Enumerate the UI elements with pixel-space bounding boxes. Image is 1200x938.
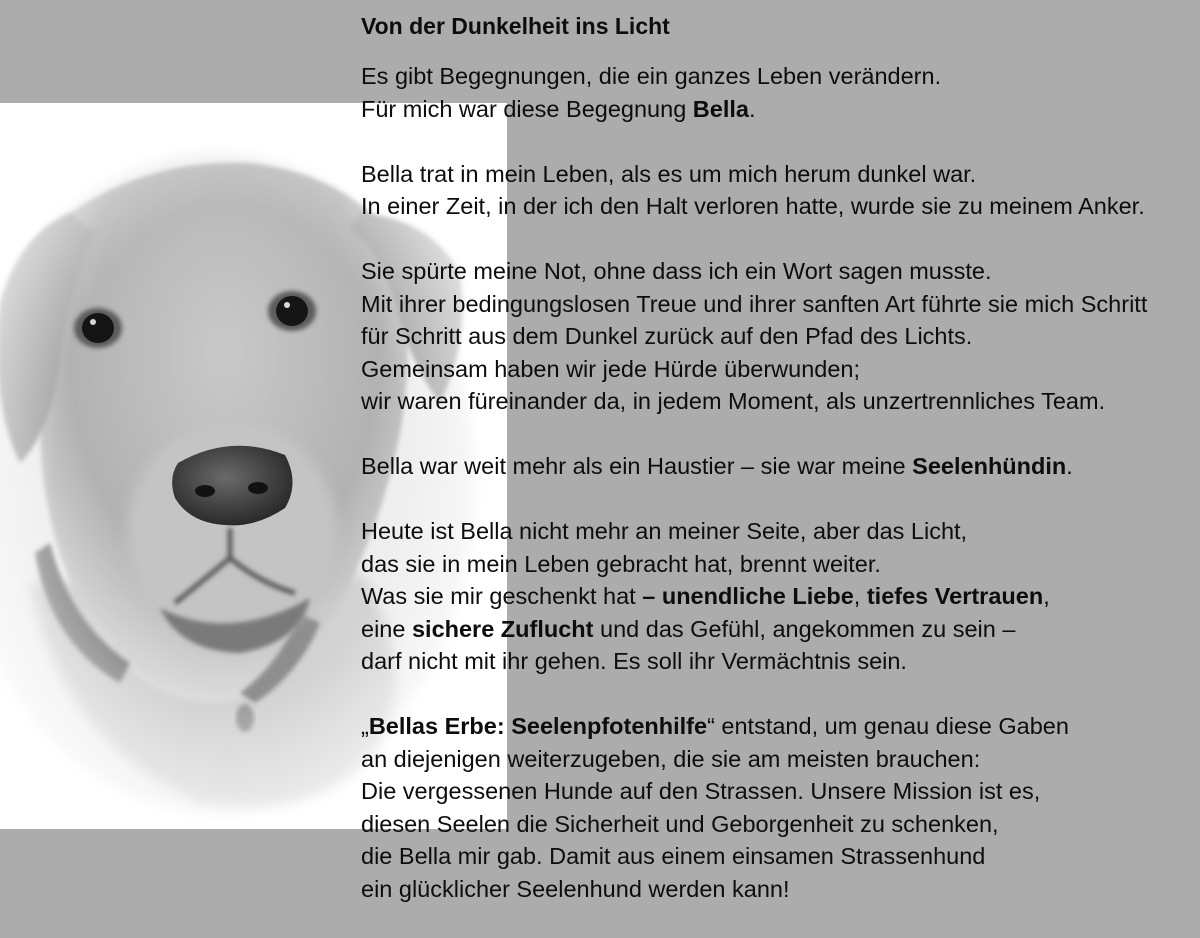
text-segment: für Schritt aus dem Dunkel zurück auf den Pfad des Lichts.	[361, 323, 973, 349]
text-segment: „	[361, 713, 369, 739]
story-paragraphs	[361, 60, 1200, 905]
emphasis-text: Bellas Erbe: Seelenpfotenhilfe	[368, 713, 708, 739]
text-line	[361, 60, 1200, 93]
text-line	[361, 288, 1200, 321]
text-line	[361, 353, 1200, 386]
text-line	[361, 385, 1200, 418]
text-segment: an diejenigen weiterzugeben, die sie am meisten brauchen:	[361, 745, 981, 772]
emphasis-text: – unendliche Liebe	[642, 583, 854, 609]
text-segment: eine	[361, 615, 412, 642]
text-line	[361, 93, 1200, 126]
story-paragraph	[361, 710, 1200, 905]
emphasis-text: Seelenhündin	[912, 453, 1067, 479]
text-line	[361, 808, 1200, 841]
text-segment: Mit ihrer bedingungslosen Treue und ihrer sanften Art führte sie mich Schritt	[361, 290, 1148, 317]
text-segment: ein glücklicher Seelenhund werden kann!	[361, 875, 790, 902]
text-segment: darf nicht mit ihr gehen. Es soll ihr Vermächtnis sein.	[361, 648, 907, 674]
text-segment: das sie in mein Leben gebracht hat, brennt weiter.	[361, 550, 881, 577]
text-line	[361, 255, 1200, 288]
text-segment: ,	[853, 583, 867, 609]
text-line	[361, 613, 1200, 646]
text-segment: Was sie mir geschenkt hat	[361, 583, 643, 609]
story-paragraph	[361, 60, 1200, 125]
story-paragraph	[361, 158, 1200, 223]
text-segment: In einer Zeit, in der ich den Halt verloren hatte, wurde sie zu meinem Anker.	[361, 193, 1145, 219]
text-block	[361, 10, 1200, 938]
story-paragraph	[361, 450, 1200, 483]
text-line	[361, 840, 1200, 873]
text-segment: Bella trat in mein Leben, als es um mich herum dunkel war.	[361, 160, 977, 187]
emphasis-text: Bella	[692, 95, 749, 122]
text-segment: Bella war weit mehr als ein Haustier – sie war meine	[361, 453, 913, 479]
text-line	[361, 743, 1200, 776]
text-segment: “ entstand, um genau diese Gaben	[707, 713, 1069, 739]
emphasis-text: sichere Zuflucht	[411, 615, 594, 642]
emphasis-text: tiefes Vertrauen	[866, 583, 1044, 609]
page-title: Von der Dunkelheit ins Licht	[361, 13, 670, 39]
text-line	[361, 580, 1200, 613]
story-paragraph	[361, 255, 1200, 418]
text-line	[361, 710, 1200, 743]
text-segment: die Bella mir gab. Damit aus einem einsamen Strassenhund	[361, 843, 986, 869]
text-line	[361, 320, 1200, 353]
text-segment: Für mich war diese Begegnung	[361, 95, 693, 122]
text-segment: ,	[1043, 583, 1050, 609]
text-segment: Gemeinsam haben wir jede Hürde überwunden;	[361, 355, 861, 382]
text-segment: und das Gefühl, angekommen zu sein –	[593, 615, 1016, 642]
text-segment: .	[1066, 453, 1073, 479]
text-segment: Die vergessenen Hunde auf den Strassen. Unsere Mission ist es,	[361, 778, 1041, 804]
text-line	[361, 450, 1200, 483]
text-segment: Heute ist Bella nicht mehr an meiner Seite, aber das Licht,	[361, 518, 968, 544]
text-line	[361, 548, 1200, 581]
text-line	[361, 645, 1200, 678]
text-segment: Es gibt Begegnungen, die ein ganzes Leben verändern.	[361, 63, 942, 89]
story-paragraph	[361, 515, 1200, 678]
text-segment: .	[748, 95, 756, 122]
text-line	[361, 190, 1200, 223]
text-line	[361, 873, 1200, 906]
text-segment: diesen Seelen die Sicherheit und Geborgenheit zu schenken,	[361, 810, 999, 837]
text-line	[361, 158, 1200, 191]
text-segment: wir waren füreinander da, in jedem Moment, als unzertrennliches Team.	[361, 388, 1106, 414]
text-segment: Sie spürte meine Not, ohne dass ich ein Wort sagen musste.	[361, 258, 992, 284]
text-line	[361, 515, 1200, 548]
text-line	[361, 775, 1200, 808]
